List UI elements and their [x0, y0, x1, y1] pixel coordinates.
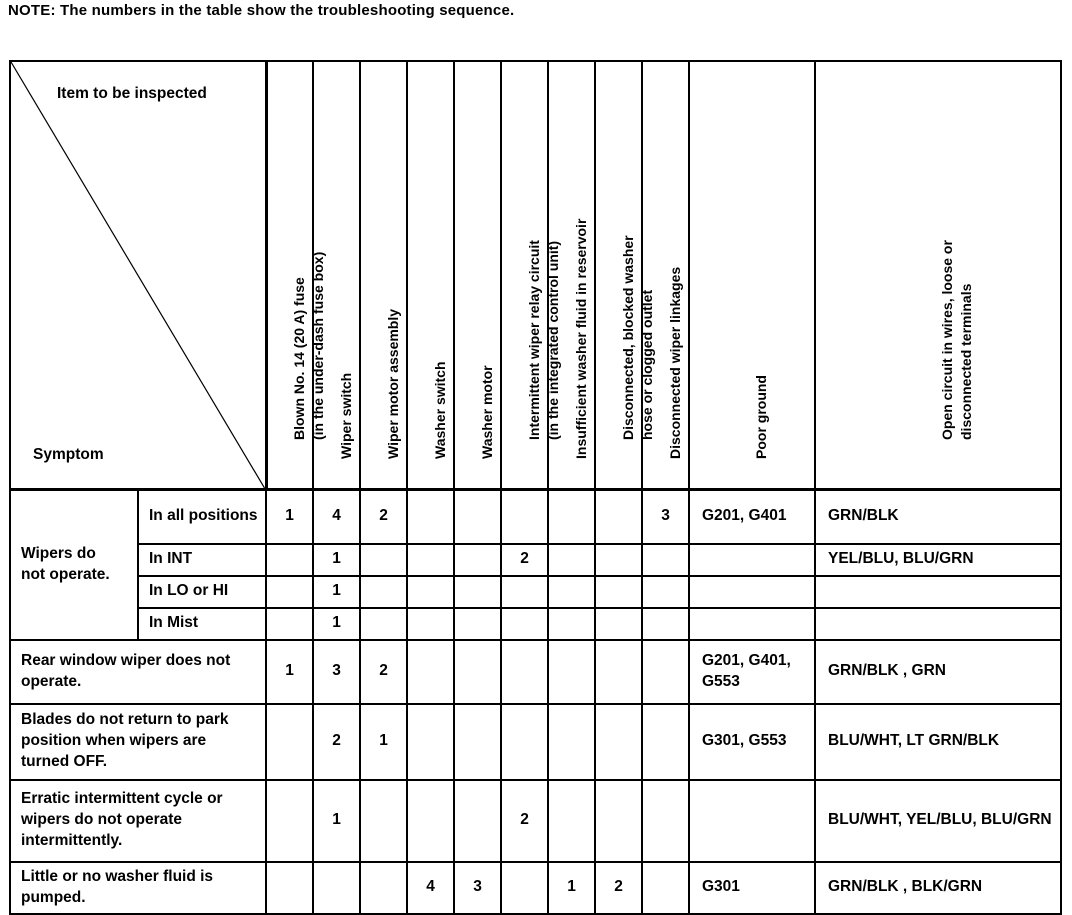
- table-cell: 1: [266, 490, 313, 544]
- table-cell: [689, 608, 815, 640]
- table-cell: [501, 704, 548, 780]
- table-cell: [689, 780, 815, 862]
- table-cell: [454, 640, 501, 704]
- sub-symptom-cell: In INT: [138, 544, 266, 576]
- table-cell: 2: [360, 490, 407, 544]
- table-cell: [407, 608, 454, 640]
- column-header-washer-switch: [407, 61, 454, 490]
- table-cell: 4: [313, 490, 360, 544]
- column-header-line: Blown No. 14 (20 A) fuse: [290, 277, 307, 441]
- table-cell: [595, 490, 642, 544]
- table-cell: [595, 608, 642, 640]
- table-cell: BLU/WHT, YEL/BLU, BLU/GRN: [815, 780, 1061, 862]
- table-cell: [548, 576, 595, 608]
- table-cell: [454, 780, 501, 862]
- table-cell: [501, 490, 548, 544]
- table-cell: [313, 862, 360, 914]
- table-cell: [266, 576, 313, 608]
- table-cell: 1: [313, 780, 360, 862]
- item-to-be-inspected-label: Item to be inspected: [57, 85, 207, 102]
- table-cell: [689, 544, 815, 576]
- table-cell: [501, 862, 548, 914]
- symptom-cell: Wipers do not operate.: [10, 490, 138, 640]
- table-cell: [454, 704, 501, 780]
- table-cell: YEL/BLU, BLU/GRN: [815, 544, 1061, 576]
- table-cell: [815, 608, 1061, 640]
- table-cell: [642, 704, 689, 780]
- table-cell: G301, G553: [689, 704, 815, 780]
- table-cell: [815, 576, 1061, 608]
- table-cell: 1: [360, 704, 407, 780]
- table-cell: [407, 544, 454, 576]
- table-body: [10, 61, 1061, 914]
- column-header-line: Insufficient washer fluid in reservoir: [572, 218, 589, 460]
- column-header-wiper-linkages: [642, 61, 689, 490]
- column-header-line: Washer motor: [478, 365, 495, 460]
- table-cell: [266, 544, 313, 576]
- table-cell: 2: [360, 640, 407, 704]
- sub-symptom-cell: In LO or HI: [138, 576, 266, 608]
- table-cell: 1: [266, 640, 313, 704]
- table-cell: [642, 640, 689, 704]
- table-cell: [689, 576, 815, 608]
- table-cell: G201, G401, G553: [689, 640, 815, 704]
- table-cell: 1: [313, 544, 360, 576]
- table-cell: [360, 544, 407, 576]
- column-header-poor-ground: [689, 61, 815, 490]
- table-cell: [454, 490, 501, 544]
- table-cell: [548, 704, 595, 780]
- table-cell: [407, 640, 454, 704]
- table-cell: [407, 576, 454, 608]
- table-cell: [454, 544, 501, 576]
- table-cell: GRN/BLK , GRN: [815, 640, 1061, 704]
- column-header-washer-fluid: [548, 61, 595, 490]
- table-cell: [548, 544, 595, 576]
- column-header-washer-hose: [595, 61, 655, 490]
- table-cell: GRN/BLK: [815, 490, 1061, 544]
- column-header-line: Wiper switch: [337, 372, 354, 460]
- table-cell: GRN/BLK , BLK/GRN: [815, 862, 1061, 914]
- column-header-line: Disconnected wiper linkages: [666, 266, 683, 460]
- header-row: [10, 61, 1061, 490]
- table-cell: [266, 862, 313, 914]
- table-cell: BLU/WHT, LT GRN/BLK: [815, 704, 1061, 780]
- column-header-line: Intermittent wiper relay circuit: [525, 240, 542, 441]
- sub-symptom-cell: In all positions: [138, 490, 266, 544]
- column-header-line: Disconnected, blocked washer: [619, 235, 636, 441]
- column-header-fuse: [266, 61, 326, 490]
- diagonal-divider: [11, 62, 265, 488]
- table-cell: [501, 576, 548, 608]
- table-cell: [595, 544, 642, 576]
- table-cell: [548, 608, 595, 640]
- table-cell: 2: [501, 544, 548, 576]
- table-cell: 3: [642, 490, 689, 544]
- column-header-washer-motor: [454, 61, 501, 490]
- corner-header: [10, 61, 266, 490]
- table-cell: [595, 780, 642, 862]
- symptom-cell: Erratic intermittent cycle or wipers do not operate intermittently.: [10, 780, 266, 862]
- table-cell: 3: [454, 862, 501, 914]
- table-cell: 1: [548, 862, 595, 914]
- table-cell: 1: [313, 608, 360, 640]
- column-header-intermittent-relay: [501, 61, 561, 490]
- table-cell: [595, 704, 642, 780]
- table-cell: 2: [313, 704, 360, 780]
- table-cell: [407, 780, 454, 862]
- column-header-open-circuit: [815, 61, 1061, 490]
- column-header-line: disconnected terminals: [957, 283, 974, 441]
- table-cell: [407, 704, 454, 780]
- table-row: [10, 544, 1061, 576]
- table-row: [10, 640, 1061, 704]
- column-header-line: Open circuit in wires, loose or: [939, 240, 955, 441]
- column-header-line: Poor ground: [753, 375, 769, 460]
- column-header-wiper-motor: [360, 61, 407, 490]
- table-cell: [501, 640, 548, 704]
- table-cell: [407, 490, 454, 544]
- table-cell: [454, 608, 501, 640]
- table-cell: G201, G401: [689, 490, 815, 544]
- table-cell: [266, 608, 313, 640]
- table-cell: [266, 704, 313, 780]
- table-row: [10, 780, 1061, 862]
- table-cell: 2: [595, 862, 642, 914]
- symptom-label: Symptom: [33, 446, 104, 464]
- table-cell: [548, 780, 595, 862]
- column-header-line: (in the under-dash fuse box): [309, 251, 326, 441]
- symptom-cell: Blades do not return to park position when wipers are turned OFF.: [10, 704, 266, 780]
- sub-symptom-cell: In Mist: [138, 608, 266, 640]
- table-cell: G301: [689, 862, 815, 914]
- table-row: [10, 862, 1061, 914]
- table-cell: 3: [313, 640, 360, 704]
- table-cell: [548, 490, 595, 544]
- column-header-line: Wiper motor assembly: [384, 309, 401, 460]
- column-header-line: Washer switch: [431, 361, 448, 460]
- table-cell: [501, 608, 548, 640]
- column-header-line: (in the integrated control unit): [544, 241, 561, 441]
- table-row: [10, 608, 1061, 640]
- table-cell: [360, 862, 407, 914]
- table-cell: [360, 608, 407, 640]
- table-cell: [595, 640, 642, 704]
- column-header-line: hose or clogged outlet: [638, 290, 655, 441]
- table-cell: [642, 576, 689, 608]
- symptom-cell: Rear window wiper does not operate.: [10, 640, 266, 704]
- troubleshooting-table: [9, 60, 1062, 915]
- table-cell: [360, 780, 407, 862]
- table-cell: [266, 780, 313, 862]
- table-cell: [548, 640, 595, 704]
- column-header-wiper-switch: [313, 61, 360, 490]
- table-row: [10, 576, 1061, 608]
- table-cell: [642, 544, 689, 576]
- table-cell: [595, 576, 642, 608]
- table-row: [10, 704, 1061, 780]
- table-cell: [642, 608, 689, 640]
- table-cell: [642, 780, 689, 862]
- table-cell: 2: [501, 780, 548, 862]
- table-cell: 1: [313, 576, 360, 608]
- symptom-cell: Little or no washer fluid is pumped.: [10, 862, 266, 914]
- table-cell: [642, 862, 689, 914]
- table-cell: [454, 576, 501, 608]
- table-cell: [360, 576, 407, 608]
- table-cell: 4: [407, 862, 454, 914]
- note-text: NOTE: The numbers in the table show the troubleshooting sequence.: [8, 2, 515, 19]
- table-row: [10, 490, 1061, 544]
